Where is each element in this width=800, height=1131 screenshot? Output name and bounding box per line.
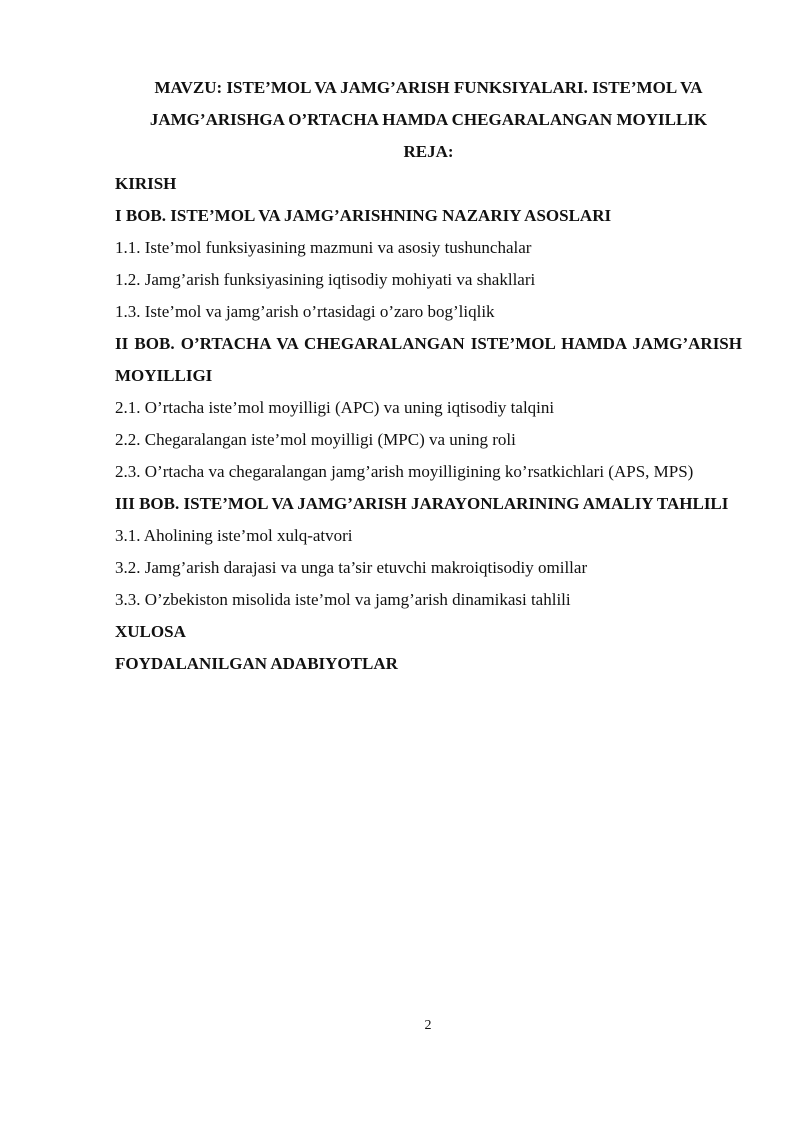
table-of-contents [115,168,742,680]
toc-section-1-3: 1.3. Iste’mol va jamg’arish o’rtasidagi o’zaro bog’liqlik [115,302,495,321]
document-page [115,72,742,680]
toc-conclusion: XULOSA [115,622,186,641]
toc-section-2-3: 2.3. O’rtacha va chegaralangan jamg’arish moyilligining ko’rsatkichlari (APS, MPS) [115,462,694,481]
toc-section-2-1: 2.1. O’rtacha iste’mol moyilligi (APC) va uning iqtisodiy talqini [115,398,555,417]
toc-section-3-2: 3.2. Jamg’arish darajasi va unga ta’sir etuvchi makroiqtisodiy omillar [115,558,588,577]
document-title [115,72,742,168]
toc-section-3-3: 3.3. O’zbekiston misolida iste’mol va jamg’arish dinamikasi tahlili [115,590,571,609]
toc-section-2-2: 2.2. Chegaralangan iste’mol moyilligi (MPC) va uning roli [115,430,516,449]
title-line-plan: REJA: [403,142,454,161]
title-line-2: JAMG’ARISHGA O’RTACHA HAMDA CHEGARALANGAN MOYILLIK [149,110,708,129]
toc-section-3-1: 3.1. Aholining iste’mol xulq-atvori [115,526,353,545]
toc-chapter-1: I BOB. ISTE’MOL VA JAMG’ARISHNING NAZARIY ASOSLARI [115,206,612,225]
toc-intro: KIRISH [115,174,177,193]
toc-chapter-3: III BOB. ISTE’MOL VA JAMG’ARISH JARAYONLARINING AMALIY TAHLILI [115,494,729,513]
toc-references: FOYDALANILGAN ADABIYOTLAR [115,654,398,673]
title-line-1: MAVZU: ISTE’MOL VA JAMG’ARISH FUNKSIYALARI. ISTE’MOL VA [154,78,703,97]
toc-section-1-2: 1.2. Jamg’arish funksiyasining iqtisodiy mohiyati va shakllari [115,270,536,289]
toc-chapter-2: II BOB. O’RTACHA VA CHEGARALANGAN ISTE’MOL HAMDA JAMG’ARISH MOYILLIGI [115,334,742,385]
page-number: 2 [424,1018,432,1033]
toc-section-1-1: 1.1. Iste’mol funksiyasining mazmuni va asosiy tushunchalar [115,238,532,257]
